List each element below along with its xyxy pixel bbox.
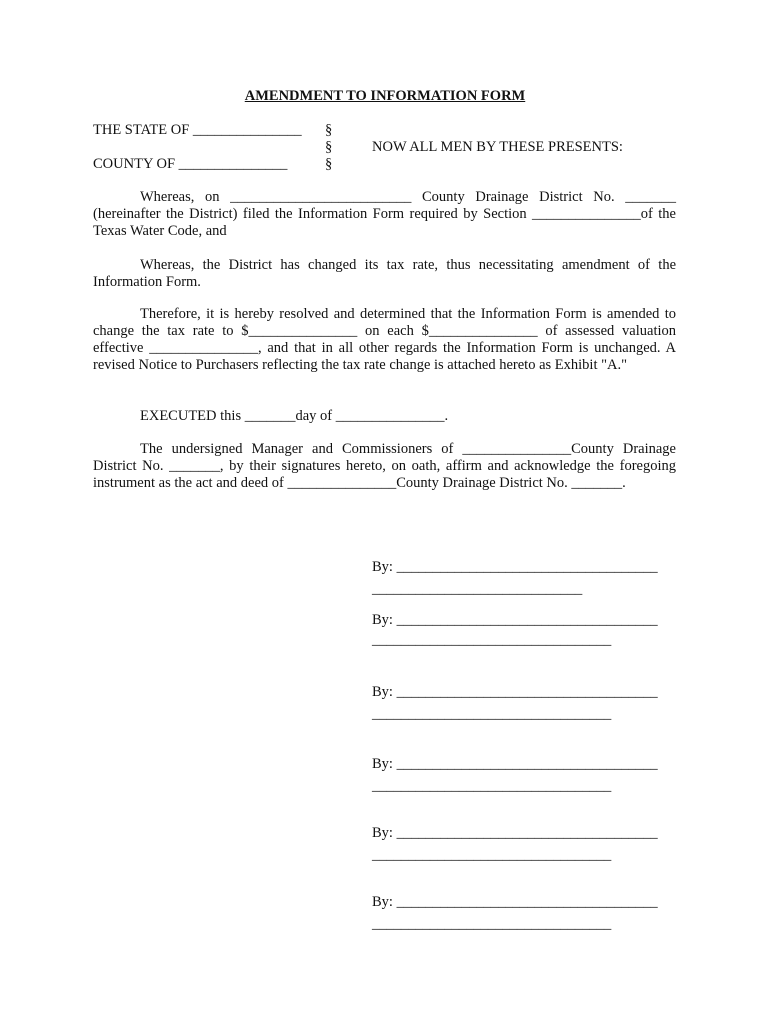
signature-by-2: By: ____________________________________ — [372, 612, 658, 628]
signature-by-4: By: ____________________________________ — [372, 756, 658, 772]
paragraph-executed — [93, 408, 676, 425]
document-title: AMENDMENT TO INFORMATION FORM — [244, 88, 526, 104]
signature-line-4: _________________________________ — [372, 778, 612, 794]
signature-line-3: _________________________________ — [372, 706, 612, 722]
paragraph-undersigned — [93, 441, 676, 492]
paragraph-text: The undersigned Manager and Commissioners of _______________County Drainage District No. _______, by their signatures hereto, on oath, affirm and acknowledge the foregoing instrument as the act and deed of _______________County Drainage District No. _______. — [93, 441, 676, 491]
signature-by-3: By: ____________________________________ — [372, 684, 658, 700]
county-line: COUNTY OF _______________ — [93, 156, 288, 172]
paragraph-therefore — [93, 306, 676, 374]
section-mark-3: § — [325, 156, 333, 172]
paragraph-text: Therefore, it is hereby resolved and determined that the Information Form is amended to change the tax rate to $_______________ on each $_______________ of assessed valuation effective _______________, and that in all other regards the Information Form is unchanged. A revised Notice to Purchasers reflecting the tax rate change is attached hereto as Exhibit "A." — [93, 306, 676, 373]
signature-by-5: By: ____________________________________ — [372, 825, 658, 841]
state-line: THE STATE OF _______________ — [93, 122, 302, 138]
paragraph-text: EXECUTED this _______day of _______________. — [140, 408, 449, 424]
signature-line-2: _________________________________ — [372, 632, 612, 648]
paragraph-whereas-1 — [93, 189, 676, 240]
paragraph-text: Whereas, the District has changed its tax rate, thus necessitating amendment of the Information Form. — [93, 257, 676, 290]
paragraph-whereas-2 — [93, 257, 676, 291]
signature-by-1: By: ____________________________________ — [372, 559, 658, 575]
section-mark-1: § — [325, 122, 333, 138]
signature-line-6: _________________________________ — [372, 916, 612, 932]
paragraph-text: Whereas, on _________________________ County Drainage District No. _______ (hereinafter the District) filed the Information Form required by Section _______________of the Texas Water Code, and — [93, 189, 676, 239]
signature-line-1: _____________________________ — [372, 581, 583, 597]
signature-line-5: _________________________________ — [372, 847, 612, 863]
presents-heading: NOW ALL MEN BY THESE PRESENTS: — [372, 139, 623, 155]
signature-by-6: By: ____________________________________ — [372, 894, 658, 910]
section-mark-2: § — [325, 139, 333, 155]
